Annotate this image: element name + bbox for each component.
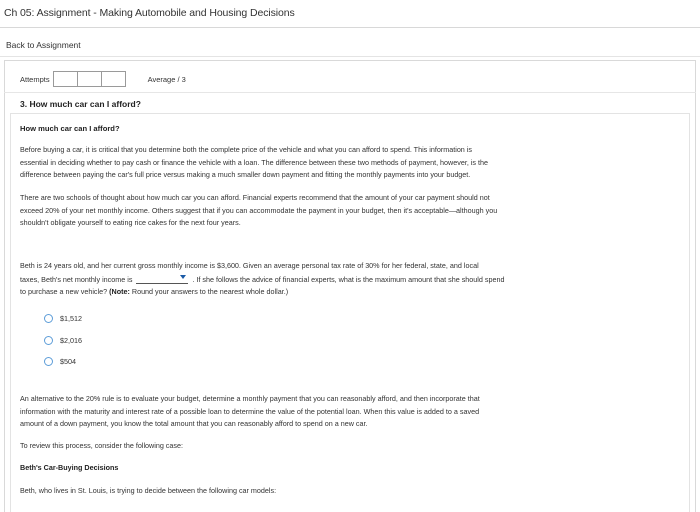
average-score bbox=[148, 75, 186, 84]
text-line: An alternative to the 20% rule is to evaluate your budget, determine a monthly payment that you can reasonably afford, and then incorporate that bbox=[20, 394, 480, 403]
text-line: There are two schools of thought about how much car you can afford. Financial experts recommend that the amount of your car payment should not bbox=[20, 193, 490, 202]
radio-button[interactable] bbox=[44, 357, 53, 366]
answer-option-1[interactable] bbox=[44, 314, 82, 323]
text-segment: to purchase a new vehicle? bbox=[20, 287, 108, 297]
answer-option-3[interactable] bbox=[44, 357, 76, 366]
paragraph-question bbox=[20, 260, 588, 299]
option-label: $1,512 bbox=[60, 314, 82, 323]
attempts-label: Attempts bbox=[20, 74, 50, 84]
text-line: difference between paying the car's full price versus making a much smaller down payment and fitting the monthly payments into your budget. bbox=[20, 170, 471, 180]
paragraph-alternative bbox=[20, 393, 588, 431]
page-title: Ch 05: Assignment - Making Automobile and Housing Decisions bbox=[4, 7, 295, 19]
attempts-bar bbox=[20, 71, 186, 87]
title-divider bbox=[0, 27, 700, 28]
attempts-divider bbox=[4, 92, 696, 93]
note-label: (Note: bbox=[109, 287, 130, 297]
attempt-box bbox=[78, 72, 102, 86]
case-title: Beth's Car-Buying Decisions bbox=[20, 463, 119, 472]
note-text: Round your answers to the nearest whole dollar.) bbox=[131, 287, 289, 297]
text-segment: taxes, Beth's net monthly income is bbox=[20, 274, 133, 284]
option-label: $504 bbox=[60, 357, 76, 366]
text-line bbox=[20, 273, 588, 287]
section-title: How much car can I afford? bbox=[20, 124, 120, 133]
answer-option-2[interactable] bbox=[44, 336, 82, 345]
average-value: / 3 bbox=[177, 74, 186, 84]
text-line: information with the maturity and interest rate of a possible loan to determine the value of the potential loan. When this value is added to a saved bbox=[20, 406, 480, 416]
text-segment: . If she follows the advice of financial experts, what is the maximum amount that she should spend bbox=[192, 274, 505, 284]
text-line: Beth is 24 years old, and her current gross monthly income is $3,600. Given an average personal tax rate of 30% for her federal, state, and local bbox=[20, 261, 479, 270]
chevron-down-icon bbox=[180, 275, 186, 279]
option-label: $2,016 bbox=[60, 336, 82, 345]
average-label: Average bbox=[147, 74, 176, 84]
text-line bbox=[20, 286, 588, 299]
text-line: Before buying a car, it is critical that you determine both the complete price of the vehicle and what you can afford to spend. This information is bbox=[20, 145, 472, 154]
radio-button[interactable] bbox=[44, 314, 53, 323]
question-heading: 3. How much car can I afford? bbox=[20, 99, 141, 109]
radio-button[interactable] bbox=[44, 336, 53, 345]
text-line: essential in deciding whether to pay cash or finance the vehicle with a loan. The difference between these two methods of payment, however, is the bbox=[20, 157, 489, 167]
attempt-box bbox=[54, 72, 78, 86]
case-intro: Beth, who lives in St. Louis, is trying to decide between the following car models: bbox=[20, 486, 277, 495]
back-to-assignment-link[interactable]: Back to Assignment bbox=[6, 40, 81, 50]
attempts-tracker bbox=[53, 71, 126, 87]
paragraph-schools bbox=[20, 192, 588, 230]
review-text: To review this process, consider the following case: bbox=[20, 441, 183, 450]
net-income-dropdown[interactable] bbox=[136, 273, 188, 284]
text-line: amount of a down payment, you know the total amount that you can reasonably afford to spend on a new car. bbox=[20, 419, 368, 429]
paragraph-intro bbox=[20, 144, 588, 182]
text-line: exceed 20% of your net monthly income. Others suggest that if you can accommodate the payment in your budget, then it's acceptable—although you bbox=[20, 205, 498, 215]
nav-divider bbox=[0, 56, 700, 57]
text-line: shouldn't obligate yourself to eating rice cakes for the next four years. bbox=[20, 218, 241, 228]
attempt-box bbox=[102, 72, 125, 86]
